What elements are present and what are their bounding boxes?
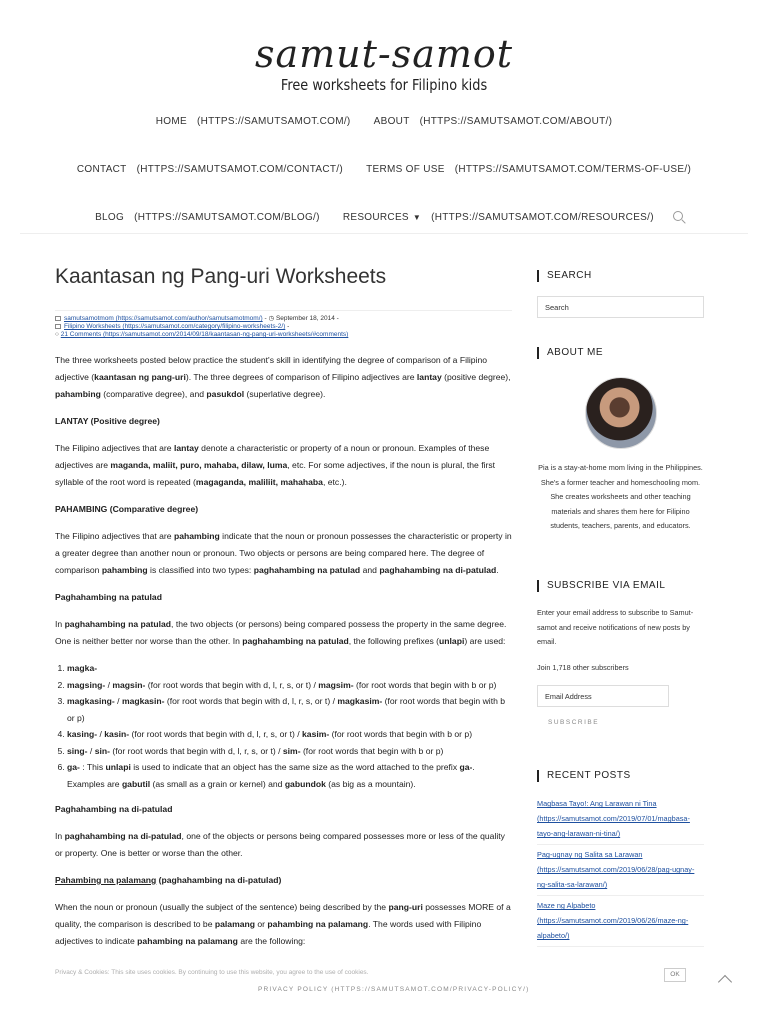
list-item: 5. sing- / sin- (for root words that begin with d, l, r, s, or t) / sim- (for root words that begin with b or p) (67, 743, 512, 760)
heading-di-patulad: Paghahambing na di-patulad (55, 804, 173, 814)
folder-icon (55, 324, 61, 329)
sidebar-search-input[interactable]: Search (537, 296, 704, 318)
comments-link[interactable]: 21 Comments (https://samutsamot.com/2014/09/18/kaantasan-ng-pang-uri-worksheets/#comments) (60, 331, 349, 338)
paragraph: In paghahambing na patulad, the two objects (or persons) being compared possess the property in the same degree. One is neither better nor worse than the other. In paghahambing na patulad, the following prefixes (unlapi) are used: (55, 619, 507, 646)
post-meta: samutsamotmom (https://samutsamot.com/author/samutsamotmom/) - ◷ September 18, 2014 - Filipino Worksheets (https://samutsamot.com/category/filipino-worksheets-2/) - ○ 21 Comments (https://samutsamot.com/2014/09/18/kaantasan-ng-pang-uri-worksheets/#comments) (55, 310, 512, 339)
about-text: Pia is a stay-at-home mom living in the Philippines. She's a former teacher and homeschooling mom. She creates worksheets and other teaching materials and shares them here for Filipino students, teachers, parents, and educators. (538, 463, 703, 531)
list-item: 4. kasing- / kasin- (for root words that begin with d, l, r, s, or t) / kasim- (for root words that begin with b or p) (67, 726, 512, 743)
recent-post-link[interactable]: Magbasa Tayo!: Ang Larawan ni Tina (https://samutsamot.com/2019/07/01/magbasa-tayo-ang-larawan-ni-tina/) (537, 794, 704, 845)
nav-row-2 (20, 164, 748, 175)
subscribe-widget-title: SUBSCRIBE VIA EMAIL (537, 580, 704, 592)
clock-icon: ◷ (268, 315, 275, 322)
cookie-bar (0, 964, 768, 1004)
list-item: 3. magkasing- / magkasin- (for root words that begin with d, l, r, s, or t) / magkasim- (for root words that begin with b or p) (67, 693, 512, 726)
recent-post-link[interactable]: Maze ng Alpabeto (https://samutsamot.com/2019/06/26/maze-ng-alpabeto/) (537, 896, 704, 947)
about-widget-title: ABOUT ME (537, 347, 704, 359)
paragraph: The Filipino adjectives that are lantay denote a characteristic or property of a noun or pronoun. Examples of these adjectives are maganda, maliit, puro, mahaba, dilaw, luma, etc. For some adjectives, if the noun is plural, the first syllable of the root word is repeated (magaganda, maliliit, mahahaba, etc.). (55, 443, 496, 487)
list-item: 2. magsing- / magsin- (for root words that begin with d, l, r, s, or t) / magsim- (for root words that begin with b or p) (67, 677, 512, 694)
recent-posts-title: RECENT POSTS (537, 770, 704, 782)
logo-script: samut-samot (254, 32, 514, 76)
list-item: 1. magka- (67, 660, 512, 677)
list-item: 6. ga- : This unlapi is used to indicate that an object has the same size as the word attached to the prefix ga-. Examples are gabutil (as small as a grain or kernel) and gabundok (as big as a mountain). (67, 759, 512, 792)
paragraph: The three worksheets posted below practice the student's skill in identifying the degree of comparison of a Filipino adjective (kaantasan ng pang-uri). The three degrees of comparison of Filipino adjectives are lantay (positive degree), pahambing (comparative degree), and pasukdol (superlative degree). (55, 355, 511, 399)
nav-item-terms[interactable]: TERMS OF USE (HTTPS://SAMUTSAMOT.COM/TERMS-OF-USE/) (366, 164, 692, 175)
user-icon (55, 316, 61, 321)
author-link[interactable]: samutsamotmom (https://samutsamot.com/author/samutsamotmom/) (64, 315, 263, 322)
search-icon[interactable] (673, 211, 683, 221)
chevron-down-icon: ▼ (412, 213, 422, 222)
cookie-ok-button[interactable]: OK (664, 968, 686, 982)
paragraph: In paghahambing na di-patulad, one of the objects or persons being compared possesses more or less of the quality or property. One is better or worse than the other. (55, 831, 505, 858)
heading-lantay: LANTAY (Positive degree) (55, 416, 160, 426)
avatar (585, 377, 657, 449)
sidebar (537, 270, 704, 947)
paragraph: The Filipino adjectives that are pahambing indicate that the noun or pronoun possesses the characteristic or property in a greater degree than another noun or pronoun. Two objects or persons are being compared here. The degree of comparison pahambing is classified into two types: paghahambing na patulad and paghahambing na di-patulad. (55, 531, 512, 575)
nav-item-blog[interactable]: BLOG (HTTPS://SAMUTSAMOT.COM/BLOG/) (95, 212, 320, 223)
heading-patulad: Paghahambing na patulad (55, 592, 162, 602)
subscribe-button[interactable]: SUBSCRIBE (548, 719, 600, 727)
recent-posts-list (537, 794, 704, 947)
paragraph: When the noun or pronoun (usually the subject of the sentence) being described by the pang-uri possesses MORE of a quality, the comparison is described to be palamang or pahambing na palamang. The words used with Filipino adjectives to indicate pahambing na palamang are the following: (55, 902, 511, 946)
subscribe-text: Enter your email address to subscribe to Samut-samot and receive notifications of new posts by email. (537, 607, 694, 647)
post-date: September 18, 2014 (275, 315, 335, 322)
nav-item-contact[interactable]: CONTACT (HTTPS://SAMUTSAMOT.COM/CONTACT/) (76, 164, 343, 175)
privacy-policy-link[interactable]: PRIVACY POLICY (HTTPS://SAMUTSAMOT.COM/PRIVACY-POLICY/) (258, 986, 530, 993)
nav-item-about[interactable]: ABOUT (HTTPS://SAMUTSAMOT.COM/ABOUT/) (373, 116, 613, 127)
nav-item-resources[interactable]: RESOURCES ▼ (HTTPS://SAMUTSAMOT.COM/RESOURCES/) (342, 212, 654, 223)
post-content (55, 264, 512, 960)
site-header (20, 0, 748, 234)
nav-row-3 (20, 211, 748, 223)
heading-pahambing: PAHAMBING (Comparative degree) (55, 504, 199, 514)
nav-row-1 (20, 116, 748, 127)
recent-post-link[interactable]: Pag-ugnay ng Salita sa Larawan (https://samutsamot.com/2019/06/28/pag-ugnay-ng-salita-sa-larawan/) (537, 845, 704, 896)
site-logo[interactable] (20, 34, 748, 94)
site-tagline: Free worksheets for Filipino kids (280, 76, 488, 94)
comment-icon: ○ (55, 331, 59, 338)
nav-item-home[interactable]: HOME (HTTPS://SAMUTSAMOT.COM/) (155, 116, 351, 127)
heading-palamang: Pahambing na palamang (paghahambing na di-patulad) (55, 875, 282, 885)
subscriber-count: Join 1,718 other subscribers (537, 662, 629, 672)
post-title: Kaantasan ng Pang-uri Worksheets (55, 265, 387, 288)
search-widget-title: SEARCH (537, 270, 704, 282)
email-field[interactable]: Email Address (537, 685, 669, 707)
post-body (55, 352, 512, 950)
cookie-text: Privacy & Cookies: This site uses cookies. By continuing to use this website, you agree to the use of cookies. (55, 969, 369, 976)
category-link[interactable]: Filipino Worksheets (https://samutsamot.com/category/filipino-worksheets-2/) (64, 323, 286, 330)
prefix-list (55, 660, 512, 792)
